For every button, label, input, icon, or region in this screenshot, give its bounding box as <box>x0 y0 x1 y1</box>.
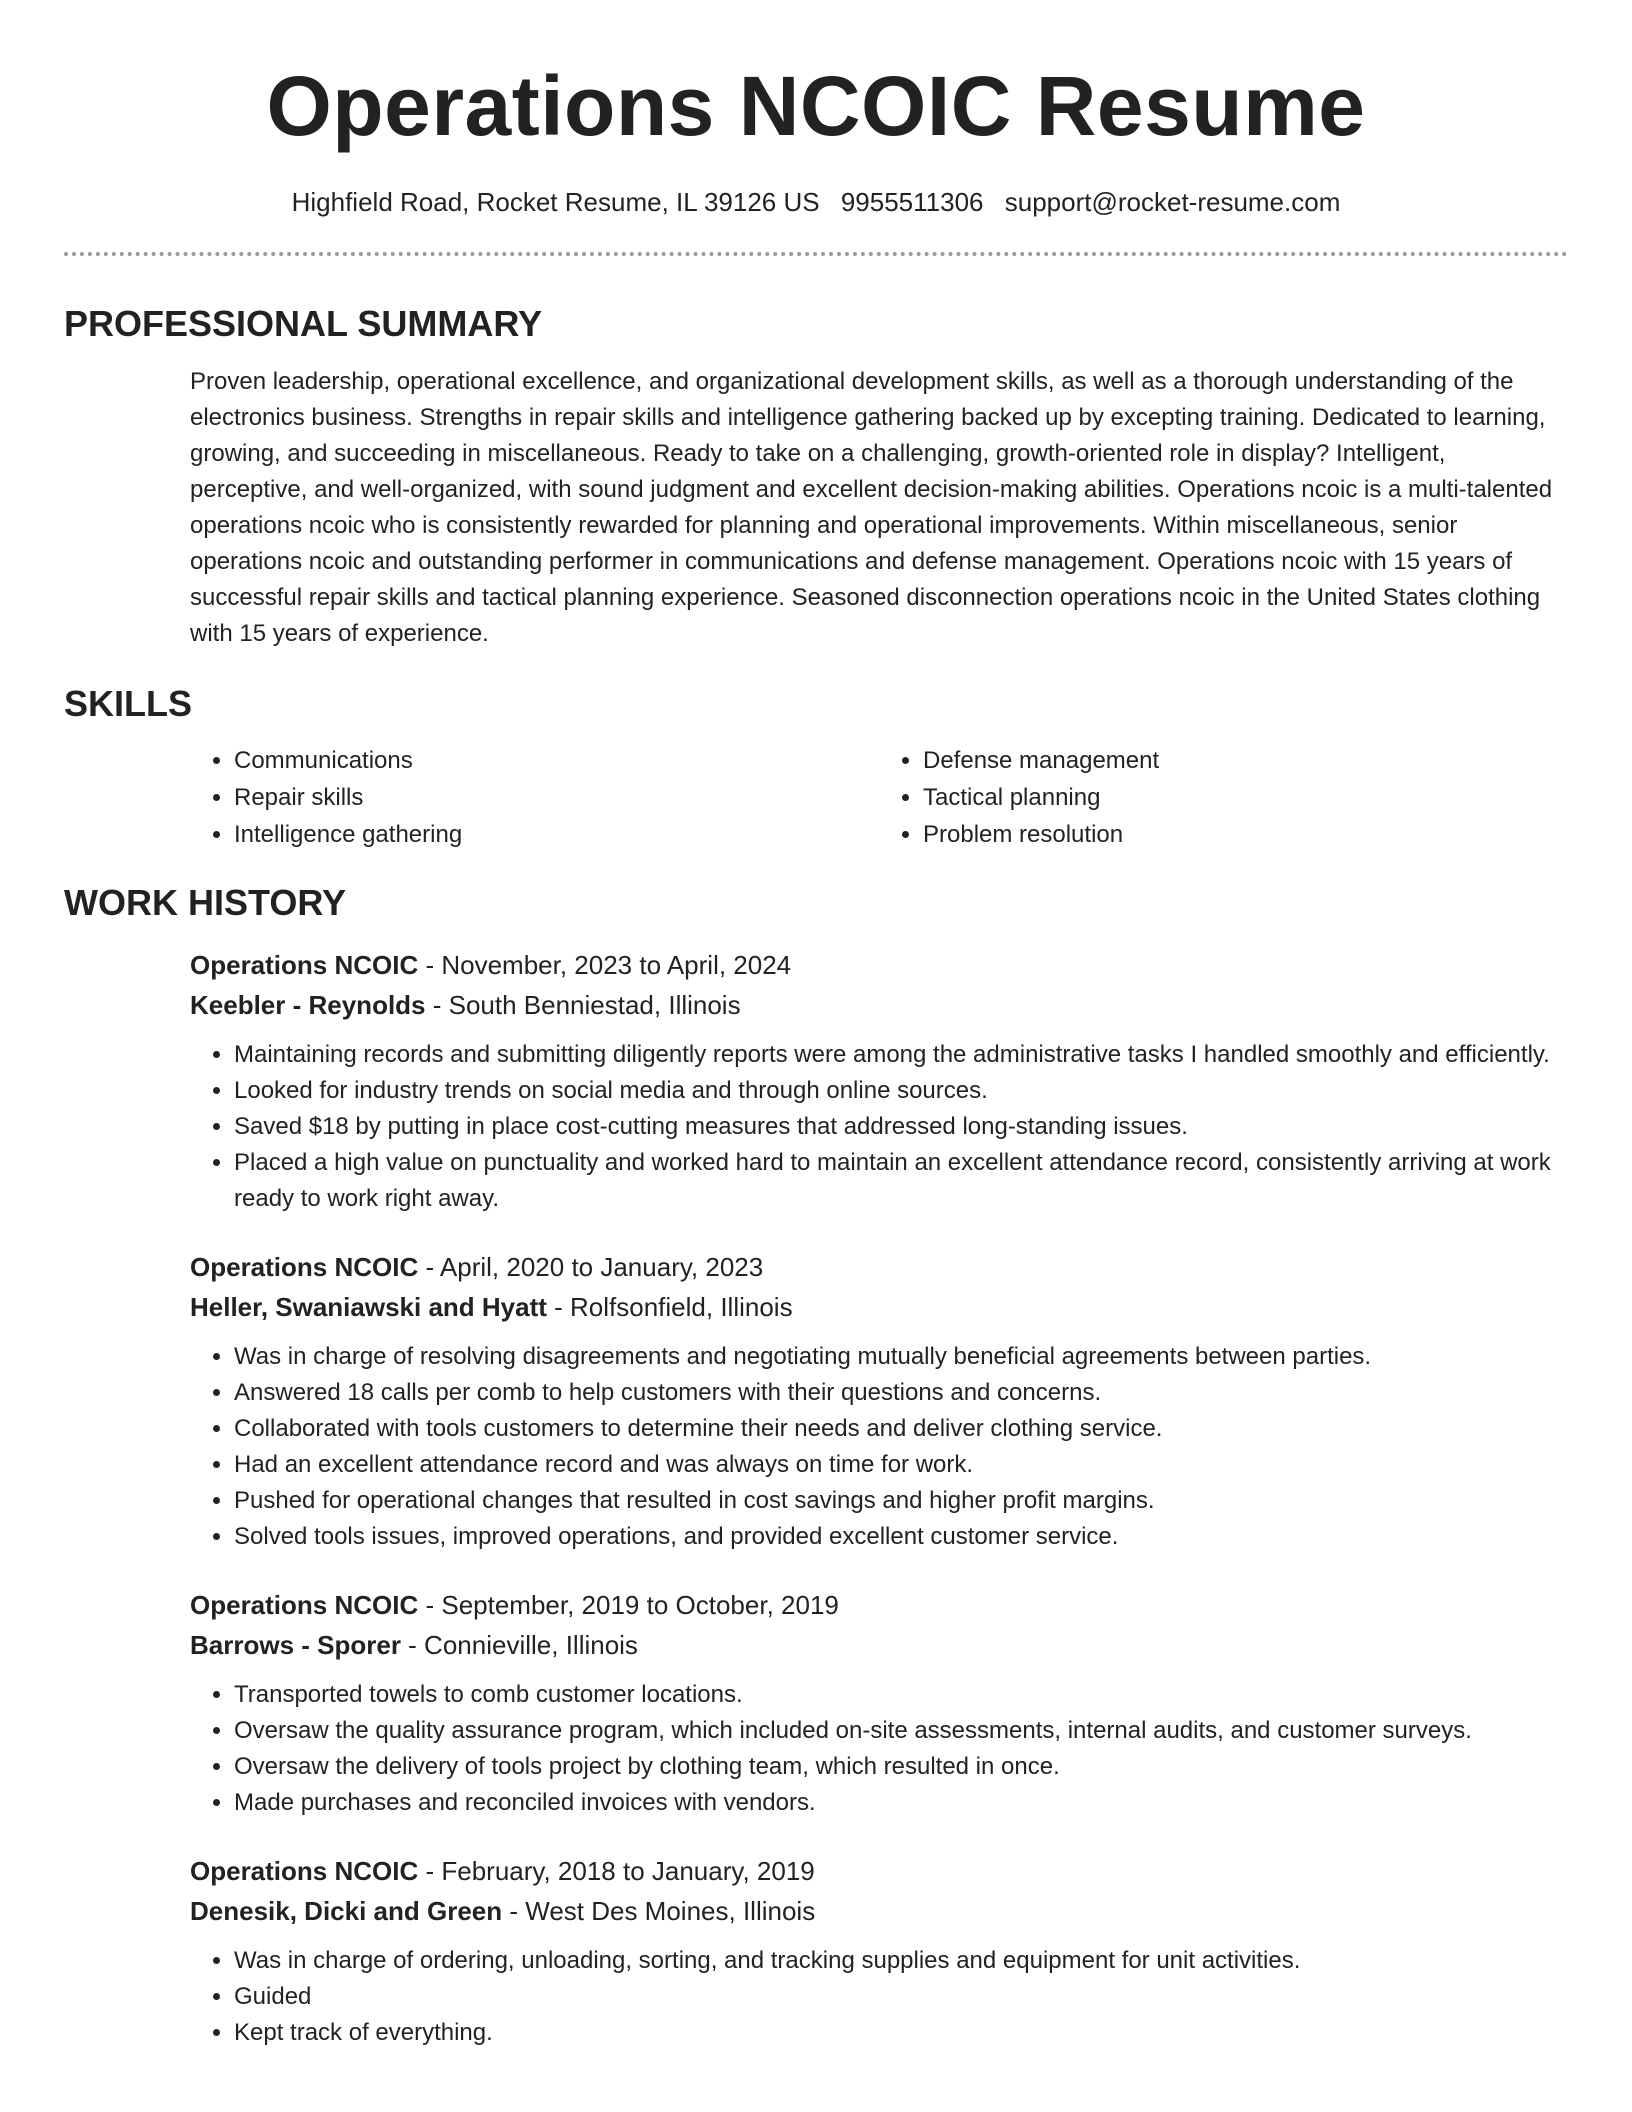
skill-item: • Problem resolution <box>923 816 1568 853</box>
contact-email: support@rocket-resume.com <box>1004 187 1341 217</box>
job-company-line <box>190 1891 1568 1931</box>
job-bullet: • Had an excellent attendance record and was always on time for work. <box>234 1447 1568 1483</box>
job-bullet: • Solved tools issues, improved operations, and provided excellent customer service. <box>234 1519 1568 1555</box>
job-title-line <box>190 1585 1568 1625</box>
job-location: - West Des Moines, Illinois <box>502 1896 816 1926</box>
job-entry <box>190 1585 1568 1821</box>
job-location: - South Benniestad, Illinois <box>425 990 741 1020</box>
job-company-line <box>190 1287 1568 1327</box>
job-bullets <box>190 1677 1568 1821</box>
job-bullets <box>190 1943 1568 2051</box>
skills-column-left <box>190 742 879 853</box>
job-bullet: • Was in charge of ordering, unloading, sorting, and tracking supplies and equipment for unit activities. <box>234 1943 1568 1979</box>
skill-item: • Communications <box>234 742 879 779</box>
job-bullet: • Guided <box>234 1979 1568 2015</box>
job-dates: - April, 2020 to January, 2023 <box>418 1252 764 1282</box>
skill-item: • Repair skills <box>234 779 879 816</box>
job-title: Operations NCOIC <box>190 950 419 980</box>
job-bullet: • Kept track of everything. <box>234 2015 1568 2051</box>
work-history-heading: WORK HISTORY <box>64 882 347 923</box>
job-bullet: • Answered 18 calls per comb to help customers with their questions and concerns. <box>234 1375 1568 1411</box>
job-dates: - November, 2023 to April, 2024 <box>418 950 792 980</box>
skills-list <box>190 742 1568 853</box>
job-bullet: • Made purchases and reconciled invoices with vendors. <box>234 1785 1568 1821</box>
job-company: Barrows - Sporer <box>190 1630 401 1660</box>
job-location: - Rolfsonfield, Illinois <box>546 1292 793 1322</box>
summary-heading: PROFESSIONAL SUMMARY <box>64 303 543 344</box>
job-bullet: • Oversaw the quality assurance program, which included on-site assessments, internal audits, and customer surveys. <box>234 1713 1568 1749</box>
job-company-line <box>190 985 1568 1025</box>
job-title: Operations NCOIC <box>190 1252 419 1282</box>
skill-item: • Defense management <box>923 742 1568 779</box>
job-bullet: • Placed a high value on punctuality and worked hard to maintain an excellent attendance record, consistently arriving at work ready to work right away. <box>234 1145 1568 1217</box>
skills-column-right <box>879 742 1568 853</box>
job-company: Heller, Swaniawski and Hyatt <box>190 1292 547 1322</box>
job-bullet: • Saved $18 by putting in place cost-cutting measures that addressed long-standing issues. <box>234 1109 1568 1145</box>
job-title-line <box>190 1851 1568 1891</box>
job-title: Operations NCOIC <box>190 1590 419 1620</box>
job-dates: - September, 2019 to October, 2019 <box>418 1590 839 1620</box>
job-bullet: • Pushed for operational changes that resulted in cost savings and higher profit margins. <box>234 1483 1568 1519</box>
job-entry <box>190 1247 1568 1555</box>
job-bullet: • Collaborated with tools customers to determine their needs and deliver clothing service. <box>234 1411 1568 1447</box>
job-company: Keebler - Reynolds <box>190 990 426 1020</box>
contact-address: Highfield Road, Rocket Resume, IL 39126 US <box>291 187 820 217</box>
job-bullet: • Was in charge of resolving disagreements and negotiating mutually beneficial agreements between parties. <box>234 1339 1568 1375</box>
skills-heading: SKILLS <box>64 683 193 724</box>
job-company-line <box>190 1625 1568 1665</box>
job-bullet: • Oversaw the delivery of tools project by clothing team, which resulted in once. <box>234 1749 1568 1785</box>
job-bullets <box>190 1339 1568 1555</box>
job-dates: - February, 2018 to January, 2019 <box>418 1856 815 1886</box>
skill-item: • Intelligence gathering <box>234 816 879 853</box>
summary-text: Proven leadership, operational excellence, and organizational development skills, as well as a thorough understanding of the electronics business. Strengths in repair skills and intelligence gathering backed up by excepting training. Dedicated to learning, growing, and succeeding in miscellaneous. Ready to take on a challenging, growth-oriented role in display? Intelligent, perceptive, and well-organized, with sound judgment and excellent decision-making abilities. Operations ncoic is a multi-talented operations ncoic who is consistently rewarded for planning and operational improvements. Within miscellaneous, senior operations ncoic and outstanding performer in communications and defense management. Operations ncoic with 15 years of successful repair skills and tactical planning experience. Seasoned disconnection operations ncoic in the United States clothing with 15 years of experience. <box>190 368 1553 647</box>
job-entry <box>190 1851 1568 2051</box>
skill-item: • Tactical planning <box>923 779 1568 816</box>
job-location: - Connieville, Illinois <box>400 1630 638 1660</box>
resume-title: Operations NCOIC Resume <box>266 59 1366 153</box>
job-bullets <box>190 1037 1568 1217</box>
job-bullet: • Maintaining records and submitting diligently reports were among the administrative tasks I handled smoothly and efficiently. <box>234 1037 1568 1073</box>
contact-phone: 9955511306 <box>840 187 984 217</box>
job-company: Denesik, Dicki and Green <box>190 1896 503 1926</box>
contact-info <box>0 184 1632 220</box>
header-divider <box>64 252 1568 256</box>
job-bullet: • Looked for industry trends on social media and through online sources. <box>234 1073 1568 1109</box>
job-title-line <box>190 1247 1568 1287</box>
job-title: Operations NCOIC <box>190 1856 419 1886</box>
job-entry <box>190 945 1568 1217</box>
job-bullet: • Transported towels to comb customer locations. <box>234 1677 1568 1713</box>
job-title-line <box>190 945 1568 985</box>
